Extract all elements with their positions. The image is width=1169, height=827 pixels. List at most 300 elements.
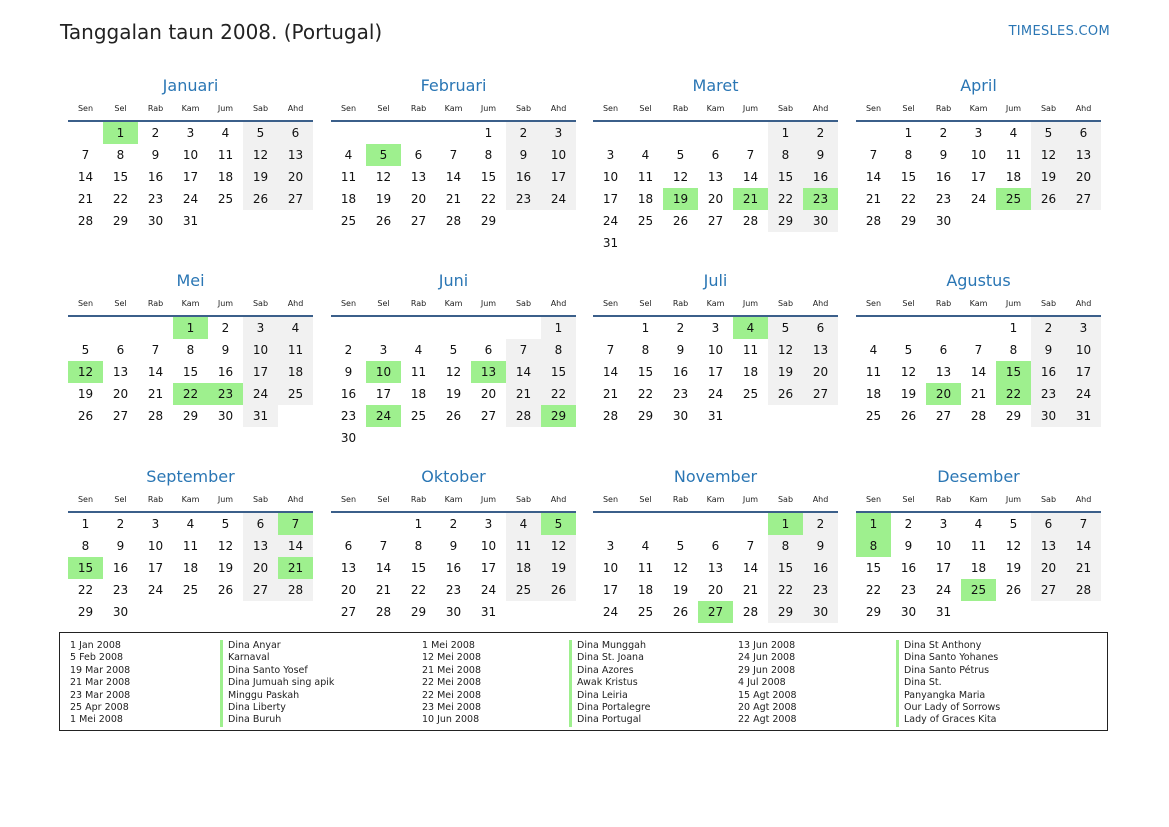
weekday-label: Sen <box>865 104 882 113</box>
day-cell: 27 <box>480 409 497 423</box>
legend-date: 24 Jun 2008 <box>738 652 796 664</box>
day-cell: 13 <box>243 535 278 557</box>
day-cell: 29 <box>768 601 803 623</box>
day-cell: 24 <box>707 387 724 401</box>
weekday-label: Kam <box>444 495 463 504</box>
legend-holiday-name: Dina Buruh <box>228 714 282 726</box>
day-cell: 12 <box>672 170 689 184</box>
weekday-label: Rab <box>935 104 952 113</box>
day-cell: 16 <box>803 166 838 188</box>
day-cell: 26 <box>375 214 392 228</box>
weekday-label: Sab <box>252 104 269 113</box>
legend-date: 20 Agt 2008 <box>738 701 797 713</box>
day-cell: 1 <box>484 126 493 140</box>
day-cell: 23 <box>147 192 164 206</box>
day-cell: 2 <box>506 122 541 144</box>
day-cell: 9 <box>116 539 125 553</box>
weekday-label: Jum <box>742 104 759 113</box>
legend-date: 23 Mei 2008 <box>422 701 481 713</box>
weekday-label: Sel <box>377 299 390 308</box>
day-cell: 22 <box>480 192 497 206</box>
day-cell: 26 <box>243 188 278 210</box>
weekday-label: Sab <box>1040 495 1057 504</box>
day-cell: 10 <box>707 343 724 357</box>
day-cell: 27 <box>410 214 427 228</box>
day-cell: 18 <box>865 387 882 401</box>
day-cell: 29 <box>900 214 917 228</box>
day-cell: 13 <box>1066 144 1101 166</box>
day-cell: 22 <box>541 383 576 405</box>
day-cell: 23 <box>900 583 917 597</box>
day-cell: 14 <box>445 170 462 184</box>
weekday-label: Sen <box>865 299 882 308</box>
day-cell: 31 <box>480 605 497 619</box>
weekday-label: Rab <box>935 299 952 308</box>
days-grid <box>856 317 1101 427</box>
day-cell: 14 <box>602 365 619 379</box>
day-cell: 13 <box>112 365 129 379</box>
day-cell: 26 <box>768 383 803 405</box>
day-cell: 14 <box>742 170 759 184</box>
weekday-label: Jum <box>480 495 497 504</box>
weekday-label: Rab <box>147 104 164 113</box>
day-cell: 7 <box>746 148 755 162</box>
day-cell: 8 <box>904 148 913 162</box>
weekday-label: Sel <box>377 495 390 504</box>
month-name: Juni <box>438 271 469 290</box>
weekday-label: Ahd <box>812 495 829 504</box>
legend-holiday-name: Dina Portalegre <box>577 701 651 713</box>
day-cell: 16 <box>217 365 234 379</box>
weekday-label: Sel <box>377 104 390 113</box>
weekday-label: Jum <box>1005 104 1022 113</box>
day-cell: 20 <box>480 387 497 401</box>
weekday-label: Sab <box>252 299 269 308</box>
day-cell: 11 <box>217 148 234 162</box>
days-grid <box>68 122 313 232</box>
day-cell: 17 <box>375 387 392 401</box>
day-cell: 26 <box>900 409 917 423</box>
day-cell: 21 <box>970 387 987 401</box>
weekday-label: Sab <box>777 104 794 113</box>
day-cell: 7 <box>746 539 755 553</box>
day-cell: 9 <box>676 343 685 357</box>
day-cell: 5 <box>676 539 685 553</box>
day-cell: 3 <box>939 517 948 531</box>
day-cell: 26 <box>1031 188 1066 210</box>
day-cell: 13 <box>707 561 724 575</box>
day-cell: 28 <box>865 214 882 228</box>
day-cell: 31 <box>1066 405 1101 427</box>
day-cell: 12 <box>672 561 689 575</box>
day-cell: 26 <box>217 583 234 597</box>
day-cell: 12 <box>900 365 917 379</box>
day-cell: 6 <box>116 343 125 357</box>
day-cell: 21 <box>147 387 164 401</box>
weekday-label: Rab <box>935 495 952 504</box>
day-cell: 30 <box>147 214 164 228</box>
empty-cell <box>103 317 138 339</box>
day-cell: 13 <box>410 170 427 184</box>
legend-date: 23 Mar 2008 <box>70 689 131 701</box>
day-cell: 21 <box>602 387 619 401</box>
empty-cell <box>856 122 891 144</box>
day-cell: 15 <box>182 365 199 379</box>
day-cell: 25 <box>217 192 234 206</box>
weekday-label: Sab <box>515 299 532 308</box>
day-cell: 14 <box>970 365 987 379</box>
month-name: Februari <box>420 76 487 95</box>
day-cell: 24 <box>1066 383 1101 405</box>
day-cell: 30 <box>445 605 462 619</box>
day-cell: 4 <box>869 343 878 357</box>
weekday-label: Kam <box>969 495 988 504</box>
day-cell: 23 <box>506 188 541 210</box>
day-cell: 20 <box>340 583 357 597</box>
day-cell: 8 <box>768 144 803 166</box>
empty-cell <box>733 513 768 535</box>
day-cell: 29 <box>480 214 497 228</box>
day-cell: 1 <box>1009 321 1018 335</box>
day-cell: 19 <box>375 192 392 206</box>
day-cell: 24 <box>935 583 952 597</box>
day-cell: 20 <box>707 192 724 206</box>
holiday-day-cell: 13 <box>471 361 506 383</box>
day-cell: 3 <box>1066 317 1101 339</box>
day-cell: 18 <box>637 192 654 206</box>
holiday-day-cell: 15 <box>996 361 1031 383</box>
day-cell: 28 <box>278 579 313 601</box>
legend-date: 21 Mei 2008 <box>422 664 481 676</box>
weekday-label: Sel <box>902 495 915 504</box>
day-cell: 19 <box>77 387 94 401</box>
day-cell: 15 <box>112 170 129 184</box>
empty-cell <box>593 317 628 339</box>
day-cell: 26 <box>672 214 689 228</box>
weekday-label: Ahd <box>287 299 304 308</box>
month-name: Oktober <box>421 467 486 486</box>
day-cell: 15 <box>410 561 427 575</box>
day-cell: 19 <box>1005 561 1022 575</box>
day-cell: 10 <box>147 539 164 553</box>
day-cell: 27 <box>278 188 313 210</box>
day-cell: 25 <box>637 214 654 228</box>
day-cell: 25 <box>637 605 654 619</box>
weekday-label: Sen <box>602 299 619 308</box>
day-cell: 7 <box>379 539 388 553</box>
empty-cell <box>366 317 401 339</box>
day-cell: 7 <box>151 343 160 357</box>
weekday-label: Sen <box>602 495 619 504</box>
month-name: Juli <box>703 271 728 290</box>
weekday-label: Jum <box>1005 495 1022 504</box>
day-cell: 29 <box>410 605 427 619</box>
day-cell: 29 <box>637 409 654 423</box>
weekday-label: Ahd <box>550 495 567 504</box>
day-cell: 17 <box>541 166 576 188</box>
legend-dates-col-1 <box>70 640 130 727</box>
page-title: Tanggalan taun 2008. (Portugal) <box>60 20 383 44</box>
day-cell: 13 <box>340 561 357 575</box>
day-cell: 7 <box>869 148 878 162</box>
day-cell: 27 <box>340 605 357 619</box>
day-cell: 17 <box>602 192 619 206</box>
empty-cell <box>628 513 663 535</box>
day-cell: 31 <box>935 605 952 619</box>
day-cell: 8 <box>1009 343 1018 357</box>
day-cell: 16 <box>1031 361 1066 383</box>
day-cell: 4 <box>186 517 195 531</box>
day-cell: 13 <box>935 365 952 379</box>
day-cell: 11 <box>637 561 654 575</box>
empty-cell <box>891 317 926 339</box>
day-cell: 3 <box>974 126 983 140</box>
weekday-label: Rab <box>410 299 427 308</box>
legend-date: 13 Jun 2008 <box>738 640 796 651</box>
brand-link[interactable]: TIMESLES.COM <box>1008 24 1110 39</box>
day-cell: 4 <box>506 513 541 535</box>
day-cell: 18 <box>340 192 357 206</box>
legend-date: 25 Apr 2008 <box>70 701 129 713</box>
weekday-label: Sel <box>639 299 652 308</box>
day-cell: 20 <box>112 387 129 401</box>
day-cell: 10 <box>243 339 278 361</box>
day-cell: 21 <box>506 383 541 405</box>
day-cell: 7 <box>974 343 983 357</box>
day-cell: 16 <box>506 166 541 188</box>
day-cell: 4 <box>974 517 983 531</box>
empty-cell <box>68 122 103 144</box>
holiday-day-cell: 23 <box>208 383 243 405</box>
day-cell: 26 <box>77 409 94 423</box>
day-cell: 20 <box>243 557 278 579</box>
day-cell: 17 <box>707 365 724 379</box>
day-cell: 11 <box>410 365 427 379</box>
empty-cell <box>436 122 471 144</box>
weekday-header <box>331 293 576 317</box>
day-cell: 27 <box>112 409 129 423</box>
day-cell: 16 <box>445 561 462 575</box>
legend-date: 4 Jul 2008 <box>738 677 786 689</box>
legend-holiday-name: Awak Kristus <box>577 677 638 689</box>
empty-cell <box>331 513 366 535</box>
empty-cell <box>856 317 891 339</box>
legend-names-col-1 <box>220 640 334 727</box>
day-cell: 5 <box>1009 517 1018 531</box>
weekday-header <box>331 98 576 122</box>
day-cell: 20 <box>707 583 724 597</box>
legend-date: 29 Jun 2008 <box>738 664 796 676</box>
day-cell: 3 <box>606 148 615 162</box>
weekday-label: Kam <box>444 299 463 308</box>
month-november <box>593 461 838 623</box>
days-grid <box>856 122 1101 232</box>
day-cell: 7 <box>81 148 90 162</box>
day-cell: 8 <box>541 339 576 361</box>
day-cell: 9 <box>344 365 353 379</box>
day-cell: 23 <box>803 579 838 601</box>
day-cell: 9 <box>939 148 948 162</box>
month-name: Desember <box>937 467 1020 486</box>
day-cell: 2 <box>904 517 913 531</box>
day-cell: 18 <box>278 361 313 383</box>
day-cell: 9 <box>449 539 458 553</box>
legend-date: 19 Mar 2008 <box>70 664 131 676</box>
day-cell: 12 <box>768 339 803 361</box>
empty-cell <box>138 317 173 339</box>
day-cell: 14 <box>77 170 94 184</box>
holiday-day-cell: 15 <box>68 557 103 579</box>
day-cell: 20 <box>278 166 313 188</box>
day-cell: 2 <box>221 321 230 335</box>
day-cell: 24 <box>602 605 619 619</box>
day-cell: 12 <box>1031 144 1066 166</box>
weekday-label: Sel <box>639 104 652 113</box>
weekday-header <box>856 489 1101 513</box>
day-cell: 16 <box>112 561 129 575</box>
legend-holiday-name: Dina Leiria <box>577 689 628 701</box>
weekday-label: Jum <box>480 299 497 308</box>
day-cell: 17 <box>480 561 497 575</box>
day-cell: 18 <box>410 387 427 401</box>
day-cell: 27 <box>935 409 952 423</box>
month-name: Maret <box>692 76 739 95</box>
day-cell: 6 <box>414 148 423 162</box>
holiday-day-cell: 24 <box>366 405 401 427</box>
weekday-header <box>593 489 838 513</box>
day-cell: 17 <box>970 170 987 184</box>
day-cell: 6 <box>344 539 353 553</box>
weekday-header <box>593 98 838 122</box>
day-cell: 10 <box>602 561 619 575</box>
day-cell: 2 <box>676 321 685 335</box>
day-cell: 15 <box>637 365 654 379</box>
day-cell: 23 <box>340 409 357 423</box>
day-cell: 24 <box>541 188 576 210</box>
day-cell: 25 <box>742 387 759 401</box>
weekday-label: Jum <box>217 495 234 504</box>
day-cell: 17 <box>243 361 278 383</box>
legend-names-col-3 <box>896 640 1000 727</box>
day-cell: 3 <box>151 517 160 531</box>
day-cell: 23 <box>935 192 952 206</box>
day-cell: 4 <box>221 126 230 140</box>
day-cell: 10 <box>480 539 497 553</box>
legend-date: 1 Mei 2008 <box>70 714 123 726</box>
day-cell: 3 <box>484 517 493 531</box>
month-name: November <box>673 467 758 486</box>
day-cell: 12 <box>375 170 392 184</box>
day-cell: 23 <box>112 583 129 597</box>
empty-cell <box>663 513 698 535</box>
day-cell: 25 <box>506 579 541 601</box>
weekday-label: Sel <box>114 104 127 113</box>
weekday-header <box>856 98 1101 122</box>
day-cell: 30 <box>803 601 838 623</box>
weekday-label: Sab <box>515 104 532 113</box>
legend-holiday-name: Dina Santo Yosef <box>228 664 308 676</box>
empty-cell <box>593 122 628 144</box>
legend-holiday-name: Dina Santo Pétrus <box>904 664 990 676</box>
day-cell: 30 <box>935 214 952 228</box>
day-cell: 24 <box>602 214 619 228</box>
day-cell: 13 <box>803 339 838 361</box>
holiday-day-cell: 21 <box>733 188 768 210</box>
day-cell: 20 <box>1031 557 1066 579</box>
day-cell: 2 <box>939 126 948 140</box>
empty-cell <box>628 122 663 144</box>
day-cell: 2 <box>449 517 458 531</box>
legend-holiday-name: Dina Munggah <box>577 640 646 651</box>
holiday-day-cell: 23 <box>803 188 838 210</box>
month-april <box>856 70 1101 232</box>
day-cell: 31 <box>707 409 724 423</box>
day-cell: 28 <box>445 214 462 228</box>
day-cell: 1 <box>81 517 90 531</box>
day-cell: 11 <box>506 535 541 557</box>
day-cell: 25 <box>182 583 199 597</box>
day-cell: 5 <box>221 517 230 531</box>
day-cell: 15 <box>900 170 917 184</box>
day-cell: 5 <box>243 122 278 144</box>
legend-dates-col-2 <box>422 640 481 727</box>
day-cell: 29 <box>1005 409 1022 423</box>
weekday-label: Jum <box>742 299 759 308</box>
weekday-label: Jum <box>217 299 234 308</box>
day-cell: 9 <box>151 148 160 162</box>
day-cell: 16 <box>340 387 357 401</box>
day-cell: 29 <box>768 210 803 232</box>
day-cell: 17 <box>182 170 199 184</box>
day-cell: 27 <box>1031 579 1066 601</box>
day-cell: 27 <box>707 214 724 228</box>
weekday-label: Ahd <box>287 104 304 113</box>
day-cell: 12 <box>445 365 462 379</box>
empty-cell <box>401 122 436 144</box>
day-cell: 8 <box>641 343 650 357</box>
day-cell: 4 <box>1009 126 1018 140</box>
legend-holiday-name: Dina St. <box>904 677 942 689</box>
day-cell: 9 <box>506 144 541 166</box>
day-cell: 19 <box>243 166 278 188</box>
day-cell: 6 <box>1031 513 1066 535</box>
weekday-label: Kam <box>969 104 988 113</box>
weekday-label: Rab <box>147 495 164 504</box>
day-cell: 30 <box>217 409 234 423</box>
day-cell: 4 <box>278 317 313 339</box>
day-cell: 27 <box>1066 188 1101 210</box>
day-cell: 1 <box>641 321 650 335</box>
day-cell: 21 <box>375 583 392 597</box>
day-cell: 7 <box>1066 513 1101 535</box>
day-cell: 18 <box>742 365 759 379</box>
weekday-label: Rab <box>410 495 427 504</box>
month-juli <box>593 265 838 427</box>
day-cell: 11 <box>278 339 313 361</box>
empty-cell <box>733 122 768 144</box>
day-cell: 16 <box>935 170 952 184</box>
day-cell: 3 <box>186 126 195 140</box>
day-cell: 23 <box>672 387 689 401</box>
weekday-label: Kam <box>706 104 725 113</box>
day-cell: 28 <box>602 409 619 423</box>
day-cell: 3 <box>541 122 576 144</box>
day-cell: 24 <box>480 583 497 597</box>
day-cell: 25 <box>410 409 427 423</box>
day-cell: 5 <box>1031 122 1066 144</box>
day-cell: 16 <box>900 561 917 575</box>
weekday-label: Rab <box>147 299 164 308</box>
